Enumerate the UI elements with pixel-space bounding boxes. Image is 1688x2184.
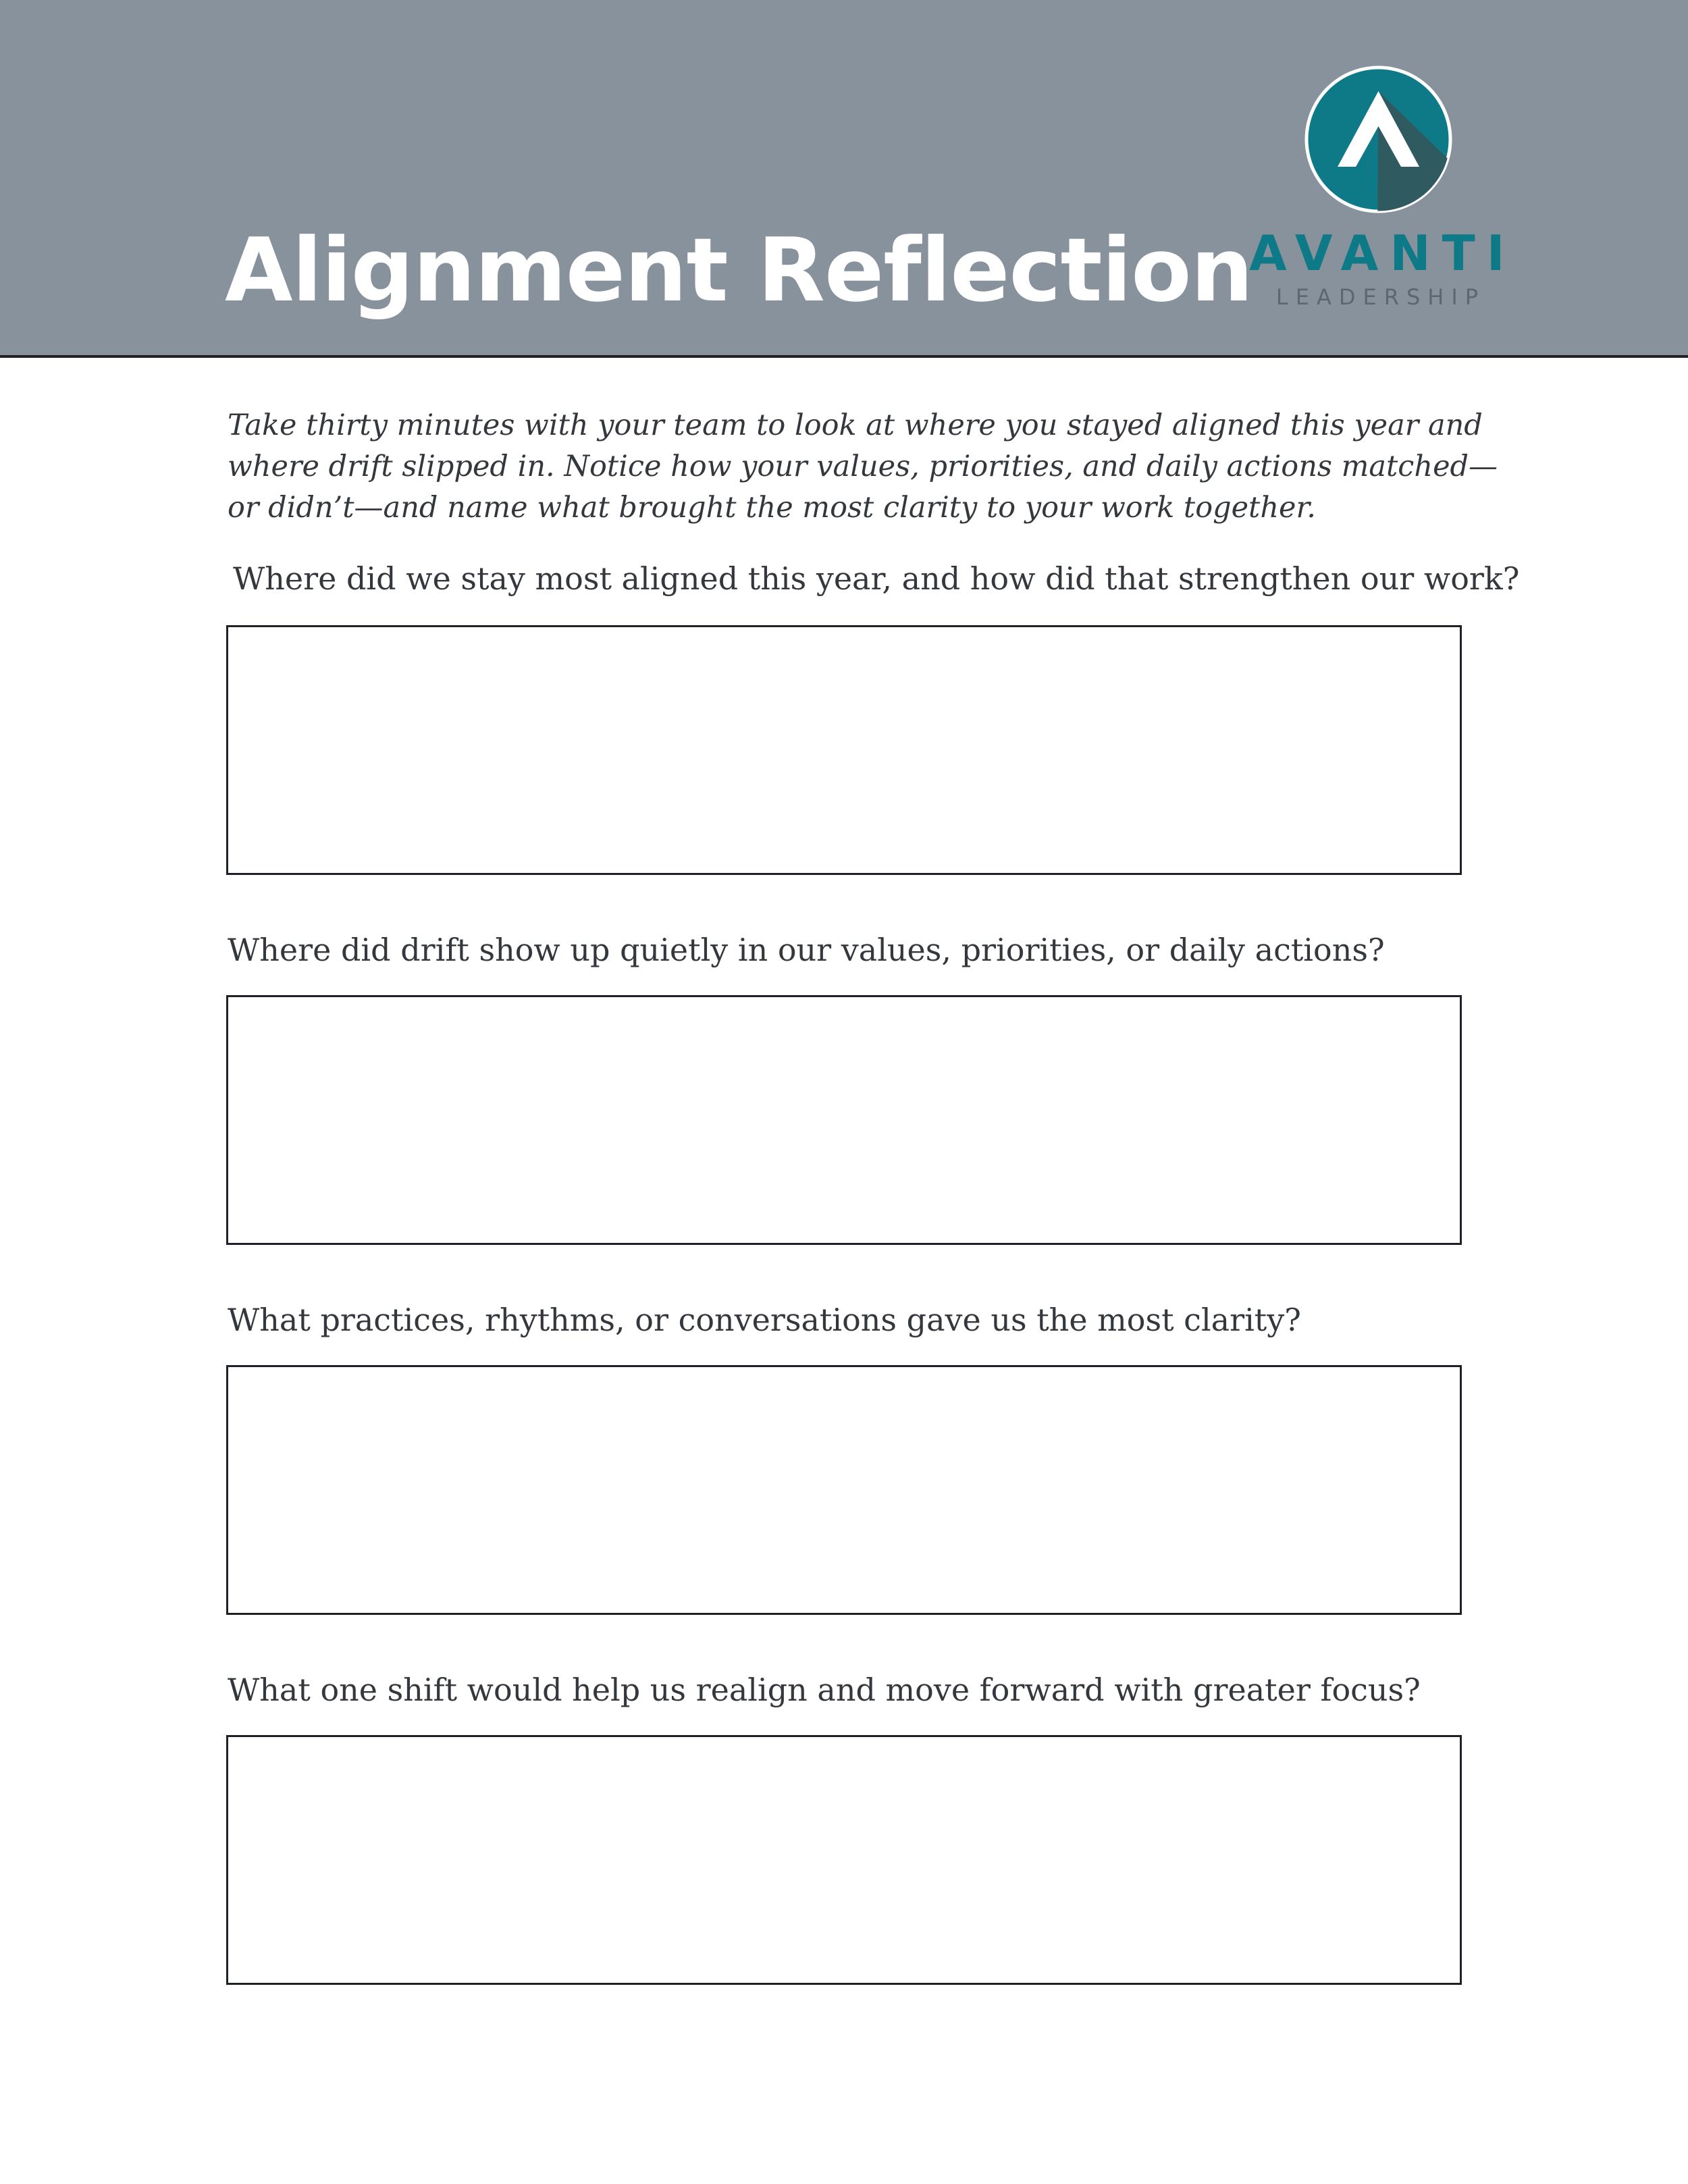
question-1-answer-field[interactable] — [226, 625, 1462, 875]
intro-text: Take thirty minutes with your team to look at where you stayed aligned this year and where drift slipped in. Notice how your values, priorities, and daily actions matched—or didn’t—and name what brought the most clarity to your work together. — [228, 408, 1498, 525]
question-1-label: Where did we stay most aligned this year, and how did that strengthen our work? — [233, 560, 1520, 597]
question-3-answer-field[interactable] — [226, 1365, 1462, 1615]
avanti-logo-icon — [1303, 64, 1454, 215]
question-4-label: What one shift would help us realign and move forward with greater focus? — [228, 1672, 1421, 1708]
question-3-label: What practices, rhythms, or conversations gave us the most clarity? — [228, 1302, 1301, 1338]
question-2-label: Where did drift show up quietly in our values, priorities, or daily actions? — [228, 932, 1385, 968]
page-header — [0, 0, 1688, 358]
page-title: Alignment Reflection — [225, 219, 1253, 321]
brand-tagline: LEADERSHIP — [1275, 284, 1486, 310]
question-2-answer-field[interactable] — [226, 995, 1462, 1245]
question-4-answer-field[interactable] — [226, 1735, 1462, 1985]
brand-name: AVANTI — [1249, 225, 1516, 282]
